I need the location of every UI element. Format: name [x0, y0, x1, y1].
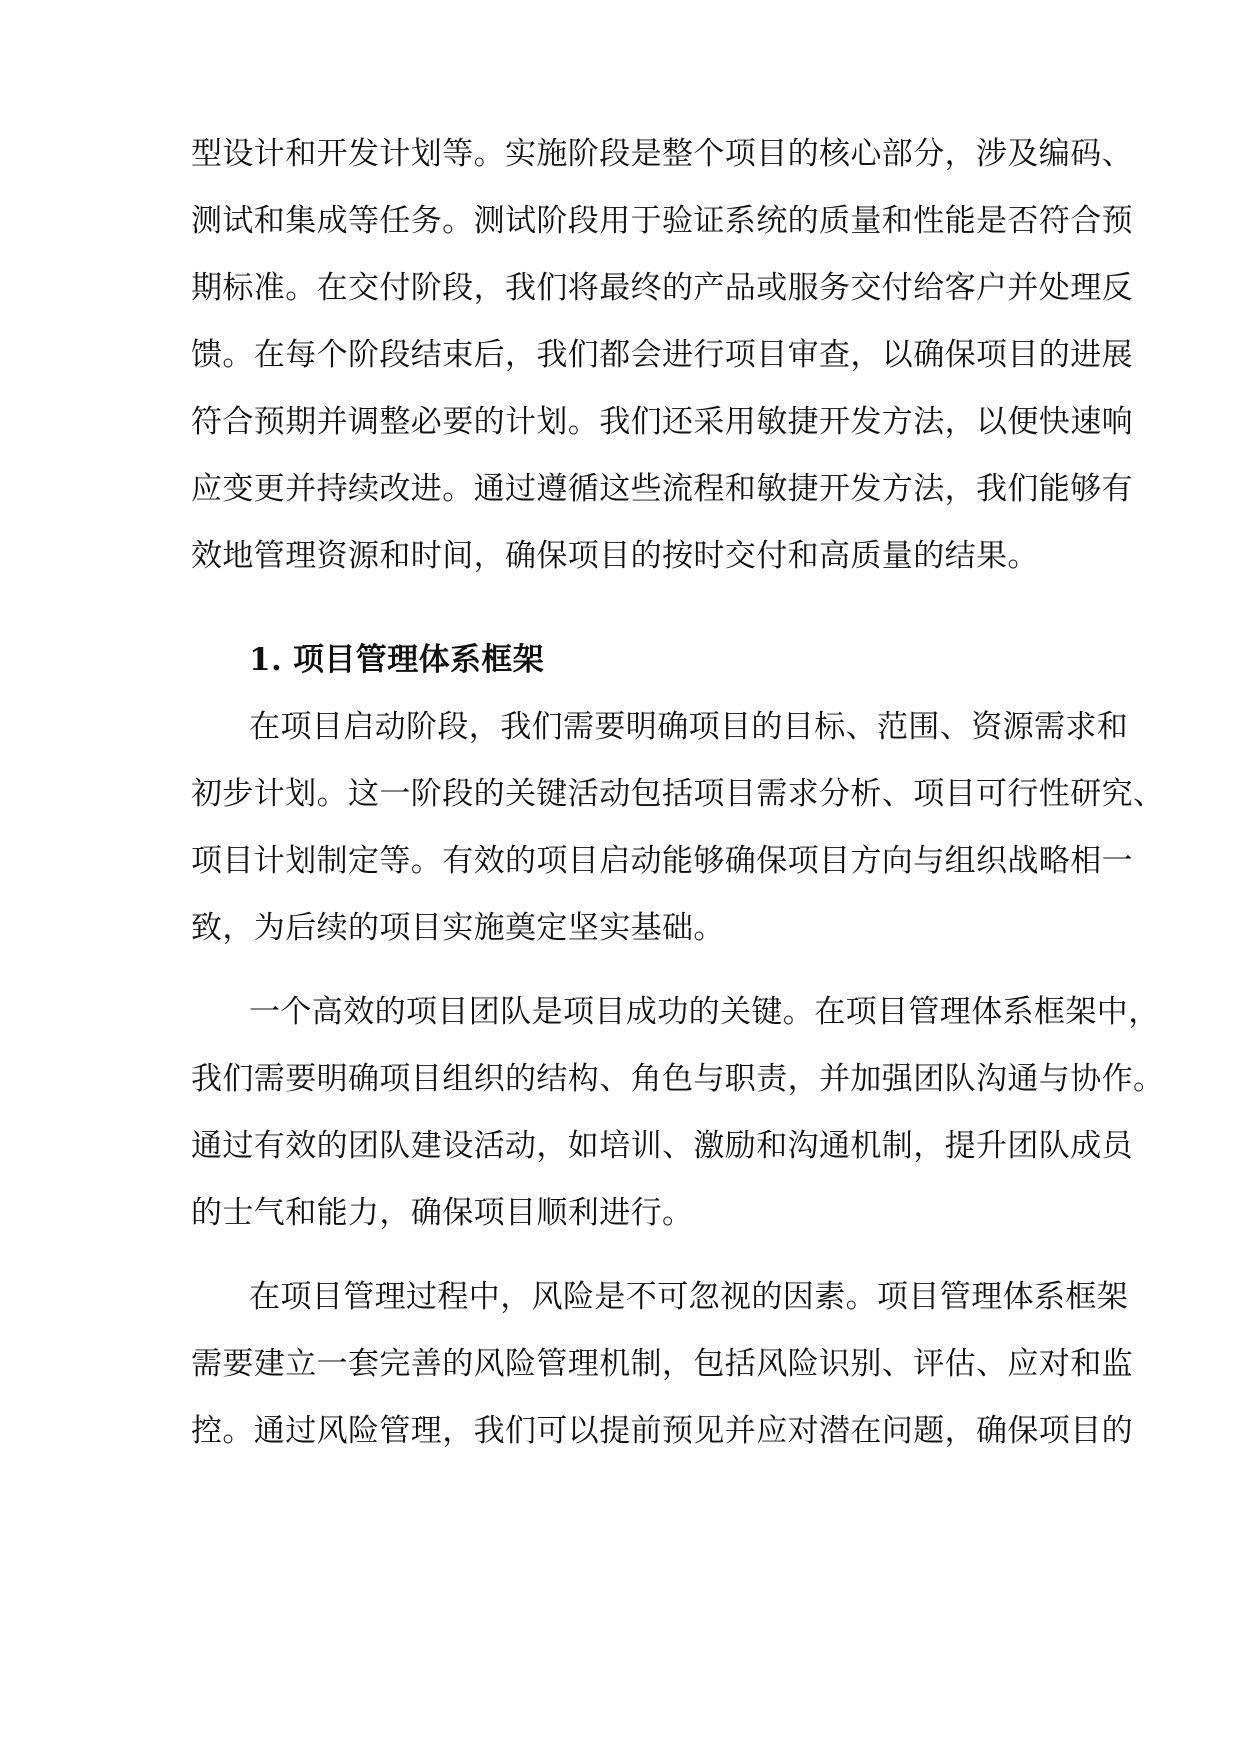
paragraph-line: 期标准。在交付阶段，我们将最终的产品或服务交付给客户并处理反 — [191, 270, 1133, 306]
paragraph-line: 致，为后续的项目实施奠定坚实基础。 — [191, 910, 725, 946]
paragraph-line: 应变更并持续改进。通过遵循这些流程和敏捷开发方法，我们能够有 — [191, 471, 1133, 507]
paragraph-line: 在项目管理过程中，风险是不可忽视的因素。项目管理体系框架 — [249, 1279, 1129, 1315]
paragraph-line: 符合预期并调整必要的计划。我们还采用敏捷开发方法，以便快速响 — [191, 404, 1133, 440]
paragraph-line: 需要建立一套完善的风险管理机制，包括风险识别、评估、应对和监 — [191, 1346, 1133, 1382]
paragraph-line: 控。通过风险管理，我们可以提前预见并应对潜在问题，确保项目的 — [191, 1413, 1133, 1449]
heading-title: 项目管理体系框架 — [293, 642, 545, 678]
paragraph-line: 的士气和能力，确保项目顺利进行。 — [191, 1195, 694, 1231]
paragraph-line: 在项目启动阶段，我们需要明确项目的目标、范围、资源需求和 — [249, 709, 1129, 745]
paragraph-line: 项目计划制定等。有效的项目启动能够确保项目方向与组织战略相一 — [191, 843, 1133, 879]
paragraph-line: 我们需要明确项目组织的结构、角色与职责，并加强团队沟通与协作。 — [191, 1061, 1165, 1097]
heading-number: 1. — [249, 642, 283, 678]
paragraph-line: 初步计划。这一阶段的关键活动包括项目需求分析、项目可行性研究、 — [191, 776, 1165, 812]
paragraph-line: 一个高效的项目团队是项目成功的关键。在项目管理体系框架中， — [249, 994, 1160, 1030]
paragraph-line: 测试和集成等任务。测试阶段用于验证系统的质量和性能是否符合预 — [191, 203, 1133, 239]
paragraph-line: 通过有效的团队建设活动，如培训、激励和沟通机制，提升团队成员 — [191, 1128, 1133, 1164]
paragraph-line: 型设计和开发计划等。实施阶段是整个项目的核心部分，涉及编码、 — [191, 136, 1133, 172]
paragraph-line: 馈。在每个阶段结束后，我们都会进行项目审查，以确保项目的进展 — [191, 337, 1133, 373]
paragraph-line: 效地管理资源和时间，确保项目的按时交付和高质量的结果。 — [191, 538, 1039, 574]
section-heading — [249, 640, 544, 680]
